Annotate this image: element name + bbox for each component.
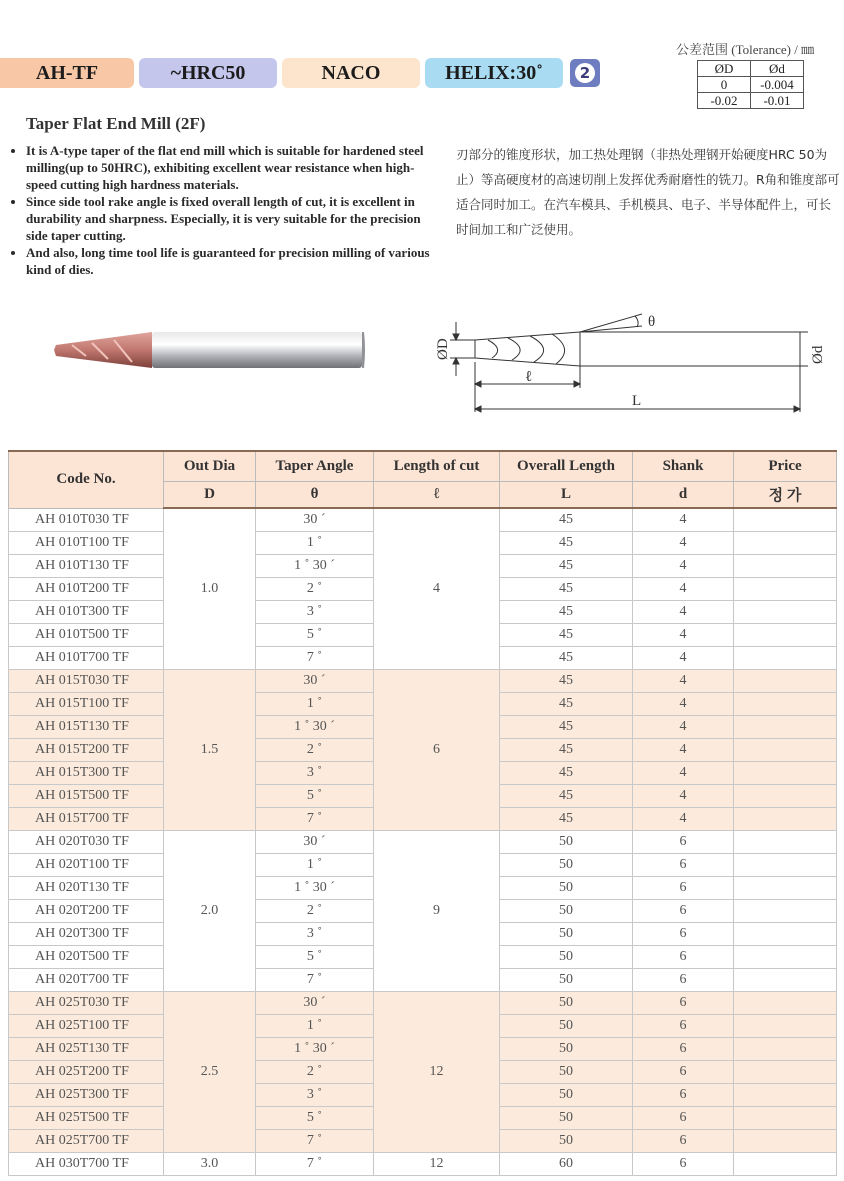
helix-pill: HELIX:30˚ [425,58,563,88]
price-cell [734,555,837,578]
code-cell: AH 015T200 TF [9,739,164,762]
code-cell: AH 020T130 TF [9,877,164,900]
col-sub-overall: L [500,482,633,509]
taper-angle-cell: 5 ˚ [256,946,374,969]
product-subtitle: Taper Flat End Mill (2F) [26,114,206,133]
code-cell: AH 025T130 TF [9,1038,164,1061]
taper-angle-cell: 30 ´ [256,831,374,854]
feature-item: • Since side tool rake angle is fixed overall length of cut, it is excellent in durability and sharpness. Especially, it is very suitable for the precision side taper cutting. [26,193,436,244]
taper-angle-cell: 5 ˚ [256,624,374,647]
tolerance-caption: 公差范围 (Tolerance) / ㎜ [676,42,815,57]
overall-length-cell: 45 [500,693,633,716]
code-cell: AH 020T030 TF [9,831,164,854]
code-cell: AH 010T700 TF [9,647,164,670]
price-cell [734,508,837,532]
table-row [9,831,837,854]
taper-end-mill-diagram [430,300,826,420]
price-cell [734,762,837,785]
code-cell: AH 010T130 TF [9,555,164,578]
out-dia-cell: 2.0 [164,831,256,992]
col-sub-shank: d [633,482,734,509]
price-cell [734,831,837,854]
price-cell [734,1130,837,1153]
shank-cell: 6 [633,992,734,1015]
code-cell: AH 015T300 TF [9,762,164,785]
taper-angle-cell: 3 ˚ [256,1084,374,1107]
shank-cell: 4 [633,785,734,808]
overall-length-cell: 45 [500,670,633,693]
price-cell [734,647,837,670]
shank-cell: 4 [633,693,734,716]
out-dia-cell: 1.0 [164,508,256,670]
series-pill: AH-TF [0,58,134,88]
shank-cell: 4 [633,508,734,532]
price-cell [734,1015,837,1038]
overall-length-cell: 50 [500,992,633,1015]
price-cell [734,1153,837,1176]
col-header-shank: Shank [633,451,734,482]
code-cell: AH 020T300 TF [9,923,164,946]
taper-angle-cell: 1 ˚ [256,1015,374,1038]
price-cell [734,785,837,808]
taper-angle-cell: 1 ˚ 30 ´ [256,877,374,900]
overall-length-cell: 50 [500,969,633,992]
theta-label: θ [648,314,656,330]
overall-length-cell: 50 [500,877,633,900]
shank-cell: 6 [633,854,734,877]
shank-cell: 6 [633,969,734,992]
feature-item: • And also, long time tool life is guaranteed for precision milling of various kind of dies. [26,244,436,278]
price-cell [734,1061,837,1084]
table-row [9,992,837,1015]
overall-length-cell: 50 [500,923,633,946]
overall-length-cell: 50 [500,1130,633,1153]
code-cell: AH 015T100 TF [9,693,164,716]
taper-angle-cell: 1 ˚ 30 ´ [256,1038,374,1061]
overall-length-label: L [632,393,642,409]
code-cell: AH 020T700 TF [9,969,164,992]
taper-angle-cell: 1 ˚ [256,854,374,877]
shank-cell: 4 [633,624,734,647]
col-header-overall-length: Overall Length [500,451,633,482]
shank-cell: 4 [633,647,734,670]
overall-length-cell: 50 [500,1107,633,1130]
code-cell: AH 025T200 TF [9,1061,164,1084]
code-cell: AH 030T700 TF [9,1153,164,1176]
price-cell [734,877,837,900]
shank-cell: 6 [633,831,734,854]
price-cell [734,624,837,647]
overall-length-cell: 45 [500,808,633,831]
length-of-cut-cell: 6 [374,670,500,831]
code-cell: AH 020T100 TF [9,854,164,877]
col-header-length-of-cut: Length of cut [374,451,500,482]
taper-angle-cell: 3 ˚ [256,601,374,624]
overall-length-cell: 50 [500,854,633,877]
overall-length-cell: 60 [500,1153,633,1176]
loc-label: ℓ [525,369,533,385]
flute-count: 2 [575,63,595,83]
length-of-cut-cell: 12 [374,992,500,1153]
feature-item: • It is A-type taper of the flat end mill which is suitable for hardened steel milling(up to 50HRC), exhibiting excellent wear resistance when high-speed cutting high hardness materials. [26,142,436,193]
price-cell [734,946,837,969]
col-header-price: Price [734,451,837,482]
col-sub-d: D [164,482,256,509]
shank-cell: 6 [633,1015,734,1038]
overall-length-cell: 50 [500,946,633,969]
tolerance-cell: -0.02 [698,93,751,109]
price-cell [734,923,837,946]
out-dia-cell: 2.5 [164,992,256,1153]
code-cell: AH 025T100 TF [9,1015,164,1038]
code-cell: AH 025T700 TF [9,1130,164,1153]
shank-cell: 4 [633,578,734,601]
shank-cell: 6 [633,1130,734,1153]
overall-length-cell: 45 [500,739,633,762]
taper-angle-cell: 7 ˚ [256,969,374,992]
price-cell [734,739,837,762]
spec-table-body [9,508,837,1176]
shank-cell: 6 [633,1153,734,1176]
overall-length-cell: 45 [500,762,633,785]
two-flute-icon [570,59,600,87]
feature-list [14,142,436,278]
taper-angle-cell: 1 ˚ [256,693,374,716]
taper-angle-cell: 7 ˚ [256,1153,374,1176]
overall-length-cell: 45 [500,601,633,624]
code-cell: AH 010T300 TF [9,601,164,624]
price-cell [734,693,837,716]
shank-label: Ød [810,345,826,364]
taper-angle-cell: 3 ˚ [256,923,374,946]
out-dia-cell: 3.0 [164,1153,256,1176]
shank-cell: 4 [633,601,734,624]
col-sub-l: ℓ [374,482,500,509]
tolerance-cell: -0.01 [751,93,804,109]
shank-cell: 6 [633,877,734,900]
code-cell: AH 015T700 TF [9,808,164,831]
code-cell: AH 020T200 TF [9,900,164,923]
taper-angle-cell: 7 ˚ [256,808,374,831]
overall-length-cell: 50 [500,1084,633,1107]
shank-cell: 6 [633,1061,734,1084]
price-cell [734,532,837,555]
chinese-description: 刃部分的锥度形状，加工热处理钢（非热处理钢开始硬度HRC 50为止）等高硬度材的高速切削上发挥优秀耐磨性的铣刀。R角和锥度部可适合同时加工。在汽车模具、手机模具、电子、半导体配件上，可长时间加工和广泛使用。 [456,147,840,237]
table-row [9,670,837,693]
overall-length-cell: 45 [500,555,633,578]
overall-length-cell: 45 [500,532,633,555]
tolerance-cell: -0.004 [751,77,804,93]
overall-length-cell: 50 [500,1015,633,1038]
price-cell [734,808,837,831]
code-cell: AH 015T500 TF [9,785,164,808]
price-cell [734,900,837,923]
code-cell: AH 010T200 TF [9,578,164,601]
overall-length-cell: 45 [500,647,633,670]
taper-angle-cell: 2 ˚ [256,739,374,762]
col-sub-theta: θ [256,482,374,509]
out-dia-cell: 1.5 [164,670,256,831]
shank-cell: 4 [633,555,734,578]
shank-cell: 6 [633,1107,734,1130]
coating-pill: NACO [282,58,420,88]
tolerance-table [697,60,804,109]
overall-length-cell: 45 [500,578,633,601]
length-of-cut-cell: 9 [374,831,500,992]
taper-angle-cell: 2 ˚ [256,578,374,601]
col-header-taper-angle: Taper Angle [256,451,374,482]
taper-angle-cell: 5 ˚ [256,1107,374,1130]
shank-cell: 6 [633,946,734,969]
overall-length-cell: 45 [500,508,633,532]
price-cell [734,670,837,693]
tolerance-header-shank: Ød [751,61,804,77]
tolerance-cell: 0 [698,77,751,93]
overall-length-cell: 45 [500,785,633,808]
shank-cell: 6 [633,900,734,923]
code-cell: AH 015T030 TF [9,670,164,693]
price-cell [734,1084,837,1107]
price-cell [734,969,837,992]
code-cell: AH 015T130 TF [9,716,164,739]
overall-length-cell: 50 [500,831,633,854]
taper-angle-cell: 1 ˚ [256,532,374,555]
taper-angle-cell: 3 ˚ [256,762,374,785]
code-cell: AH 025T300 TF [9,1084,164,1107]
overall-length-cell: 50 [500,1038,633,1061]
shank-cell: 6 [633,1084,734,1107]
price-cell [734,578,837,601]
price-cell [734,601,837,624]
taper-angle-cell: 30 ´ [256,670,374,693]
end-mill-photo [52,328,368,372]
price-cell [734,854,837,877]
code-cell: AH 010T500 TF [9,624,164,647]
code-cell: AH 010T030 TF [9,508,164,532]
taper-angle-cell: 2 ˚ [256,900,374,923]
col-header-out-dia: Out Dia [164,451,256,482]
length-of-cut-cell: 12 [374,1153,500,1176]
taper-angle-cell: 30 ´ [256,508,374,532]
code-cell: AH 025T500 TF [9,1107,164,1130]
tolerance-header-od: ØD [698,61,751,77]
taper-angle-cell: 5 ˚ [256,785,374,808]
code-cell: AH 010T100 TF [9,532,164,555]
hardness-pill: ~HRC50 [139,58,277,88]
spec-table [8,450,837,1176]
col-header-code: Code No. [9,451,164,508]
price-cell [734,992,837,1015]
shank-cell: 4 [633,762,734,785]
shank-cell: 4 [633,739,734,762]
shank-cell: 4 [633,532,734,555]
taper-angle-cell: 7 ˚ [256,1130,374,1153]
overall-length-cell: 45 [500,624,633,647]
shank-cell: 6 [633,1038,734,1061]
table-row [9,508,837,532]
code-cell: AH 020T500 TF [9,946,164,969]
code-cell: AH 025T030 TF [9,992,164,1015]
price-cell [734,1107,837,1130]
price-cell [734,1038,837,1061]
shank-cell: 4 [633,716,734,739]
overall-length-cell: 50 [500,1061,633,1084]
price-cell [734,716,837,739]
col-sub-price: 정 가 [734,482,837,509]
od-label: ØD [435,338,451,360]
overall-length-cell: 50 [500,900,633,923]
taper-angle-cell: 1 ˚ 30 ´ [256,716,374,739]
taper-angle-cell: 1 ˚ 30 ´ [256,555,374,578]
overall-length-cell: 45 [500,716,633,739]
shank-cell: 4 [633,670,734,693]
shank-cell: 6 [633,923,734,946]
shank-cell: 4 [633,808,734,831]
length-of-cut-cell: 4 [374,508,500,670]
taper-angle-cell: 30 ´ [256,992,374,1015]
taper-angle-cell: 2 ˚ [256,1061,374,1084]
taper-angle-cell: 7 ˚ [256,647,374,670]
table-row [9,1153,837,1176]
